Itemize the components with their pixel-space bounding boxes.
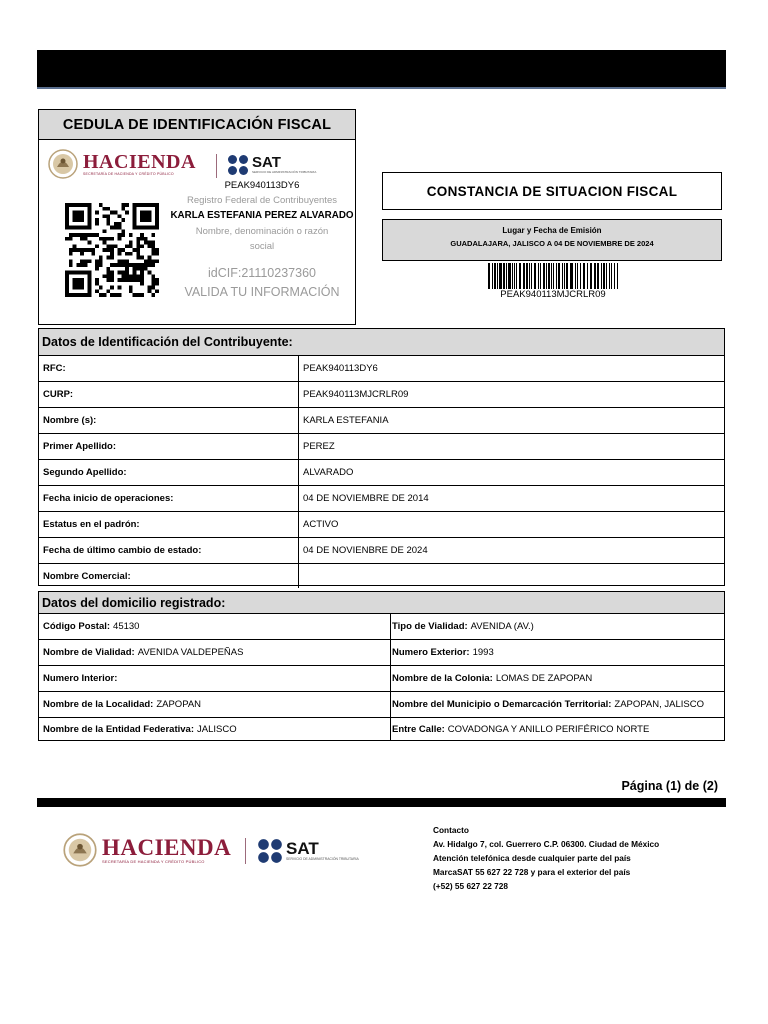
domicilio-label: Nombre de la Colonia: [392, 673, 493, 684]
domicilio-row [39, 614, 724, 640]
domicilio-field [390, 640, 724, 665]
identificacion-section [38, 328, 725, 586]
domicilio-row [39, 640, 724, 666]
domicilio-value: ZAPOPAN [156, 699, 202, 710]
domicilio-row [39, 718, 724, 741]
identificacion-row [39, 486, 724, 512]
identificacion-label: Fecha de último cambio de estado: [43, 545, 202, 556]
domicilio-field [390, 718, 724, 741]
cedula-name-caption-2: social [249, 241, 275, 252]
domicilio-label: Nombre de la Localidad: [43, 699, 154, 710]
footer-sat-logo [257, 838, 359, 864]
constancia-title: CONSTANCIA DE SITUACION FISCAL [426, 183, 678, 199]
identificacion-header: Datos de Identificación del Contribuyente: [39, 329, 724, 356]
hacienda-subtitle: SECRETARÍA DE HACIENDA Y CRÉDITO PÚBLICO [83, 172, 174, 176]
contact-line: MarcaSAT 55 627 22 728 y para el exterior del país [433, 867, 631, 877]
identificacion-label: Nombre (s): [43, 415, 97, 426]
sat-dots-icon [227, 154, 249, 176]
cedula-rfc-caption: Registro Federal de Contribuyentes [187, 195, 337, 206]
identificacion-label: Nombre Comercial: [43, 570, 131, 582]
cedula-card [38, 140, 356, 325]
domicilio-label: Numero Exterior: [392, 647, 470, 658]
identificacion-label: RFC: [43, 363, 66, 374]
contact-line: Av. Hidalgo 7, col. Guerrero C.P. 06300. Ciudad de México [433, 839, 660, 849]
cedula-valida-link[interactable]: VALIDA TU INFORMACIÓN [184, 285, 340, 299]
bottom-bar [37, 798, 726, 807]
domicilio-field [39, 718, 390, 741]
identificacion-row [39, 538, 724, 564]
footer-sat-subtitle: SERVICIO DE ADMINISTRACIÓN TRIBUTARIA [286, 857, 359, 861]
domicilio-label: Nombre de Vialidad: [43, 647, 135, 658]
top-header-bar [37, 50, 726, 89]
identificacion-row [39, 434, 724, 460]
domicilio-value: JALISCO [196, 724, 237, 735]
cedula-name-caption-1: Nombre, denominación o razón [195, 226, 329, 237]
identificacion-value: 04 DE NOVIEMBRE DE 2014 [298, 486, 724, 511]
contact-block [433, 823, 659, 893]
identificacion-value: ALVARADO [298, 460, 724, 485]
domicilio-value: AVENIDA (AV.) [470, 621, 534, 632]
footer-coat-of-arms-icon [62, 832, 98, 868]
contact-line: Contacto [433, 825, 469, 835]
sat-logo [227, 154, 316, 176]
footer-hacienda-subtitle: SECRETARÍA DE HACIENDA Y CRÉDITO PÚBLICO [102, 859, 205, 864]
identificacion-label: Estatus en el padrón: [43, 519, 140, 530]
domicilio-field [390, 666, 724, 691]
identificacion-label: Primer Apellido: [43, 441, 117, 452]
domicilio-row [39, 692, 724, 718]
identificacion-label: CURP: [43, 389, 74, 400]
footer-hacienda-wordmark: HACIENDA [102, 835, 232, 860]
domicilio-row [39, 666, 724, 692]
footer-sat-wordmark: SAT [286, 839, 319, 858]
domicilio-field [390, 614, 724, 639]
barcode-icon [488, 263, 618, 289]
coat-of-arms-icon [47, 148, 79, 180]
cedula-rfc: PEAK940113DY6 [224, 180, 300, 191]
qr-code-icon [65, 202, 159, 298]
cedula-title-box [38, 109, 356, 140]
contact-line: Atención telefónica desde cualquier parte del país [433, 853, 631, 863]
cedula-idcif: idCIF:21110237360 [208, 266, 316, 280]
cedula-title: CEDULA DE IDENTIFICACIÓN FISCAL [62, 116, 332, 133]
identificacion-value: ACTIVO [298, 512, 724, 537]
sat-wordmark: SAT [252, 154, 281, 171]
identificacion-row [39, 408, 724, 434]
identificacion-row [39, 512, 724, 538]
domicilio-label: Nombre de la Entidad Federativa: [43, 724, 194, 735]
identificacion-value: PEAK940113MJCRLR09 [298, 382, 724, 407]
page-number: Página (1) de (2) [621, 779, 718, 793]
domicilio-section [38, 591, 725, 741]
domicilio-value: LOMAS DE ZAPOPAN [495, 673, 593, 684]
domicilio-field [39, 666, 390, 691]
domicilio-value: ZAPOPAN, JALISCO [614, 699, 704, 710]
domicilio-field [39, 640, 390, 665]
domicilio-label: Entre Calle: [392, 724, 445, 735]
domicilio-field [390, 692, 724, 717]
contact-line: (+52) 55 627 22 728 [433, 881, 508, 891]
identificacion-row [39, 382, 724, 408]
identificacion-value: PEREZ [298, 434, 724, 459]
domicilio-header: Datos del domicilio registrado: [39, 592, 724, 614]
footer-sat-dots-icon [257, 838, 283, 864]
domicilio-value: 1993 [472, 647, 494, 658]
identificacion-value: 04 DE NOVIENBRE DE 2024 [298, 538, 724, 563]
domicilio-label: Nombre del Municipio o Demarcación Territorial: [392, 699, 612, 710]
domicilio-label: Tipo de Vialidad: [392, 621, 468, 632]
identificacion-value [298, 564, 724, 588]
domicilio-value: AVENIDA VALDEPEÑAS [137, 647, 244, 658]
domicilio-value: 45130 [113, 621, 140, 632]
footer-hacienda-logo [62, 832, 231, 868]
lugar-fecha-box [382, 219, 722, 261]
identificacion-row [39, 356, 724, 382]
identificacion-label: Segundo Apellido: [43, 467, 127, 478]
hacienda-wordmark: HACIENDA [83, 151, 196, 173]
barcode-text: PEAK940113MJCRLR09 [500, 289, 606, 300]
domicilio-value: COVADONGA Y ANILLO PERIFÉRICO NORTE [447, 724, 650, 735]
identificacion-row [39, 564, 724, 588]
domicilio-field [39, 614, 390, 639]
domicilio-field [39, 692, 390, 717]
lugar-fecha-value: GUADALAJARA, JALISCO A 04 DE NOVIEMBRE DE 2024 [450, 239, 654, 248]
logo-separator [216, 154, 217, 178]
identificacion-row [39, 460, 724, 486]
identificacion-label: Fecha inicio de operaciones: [43, 493, 174, 504]
sat-subtitle: SERVICIO DE ADMINISTRACIÓN TRIBUTARIA [252, 170, 317, 174]
hacienda-logo [47, 148, 196, 180]
identificacion-value: PEAK940113DY6 [298, 356, 724, 381]
cedula-name: KARLA ESTEFANIA PEREZ ALVARADO [170, 210, 354, 221]
domicilio-label: Código Postal: [43, 621, 111, 632]
identificacion-value: KARLA ESTEFANIA [298, 408, 724, 433]
constancia-title-box [382, 172, 722, 210]
lugar-fecha-label: Lugar y Fecha de Emisión [502, 226, 602, 235]
domicilio-label: Numero Interior: [43, 673, 118, 684]
footer-logo-separator [245, 838, 246, 864]
